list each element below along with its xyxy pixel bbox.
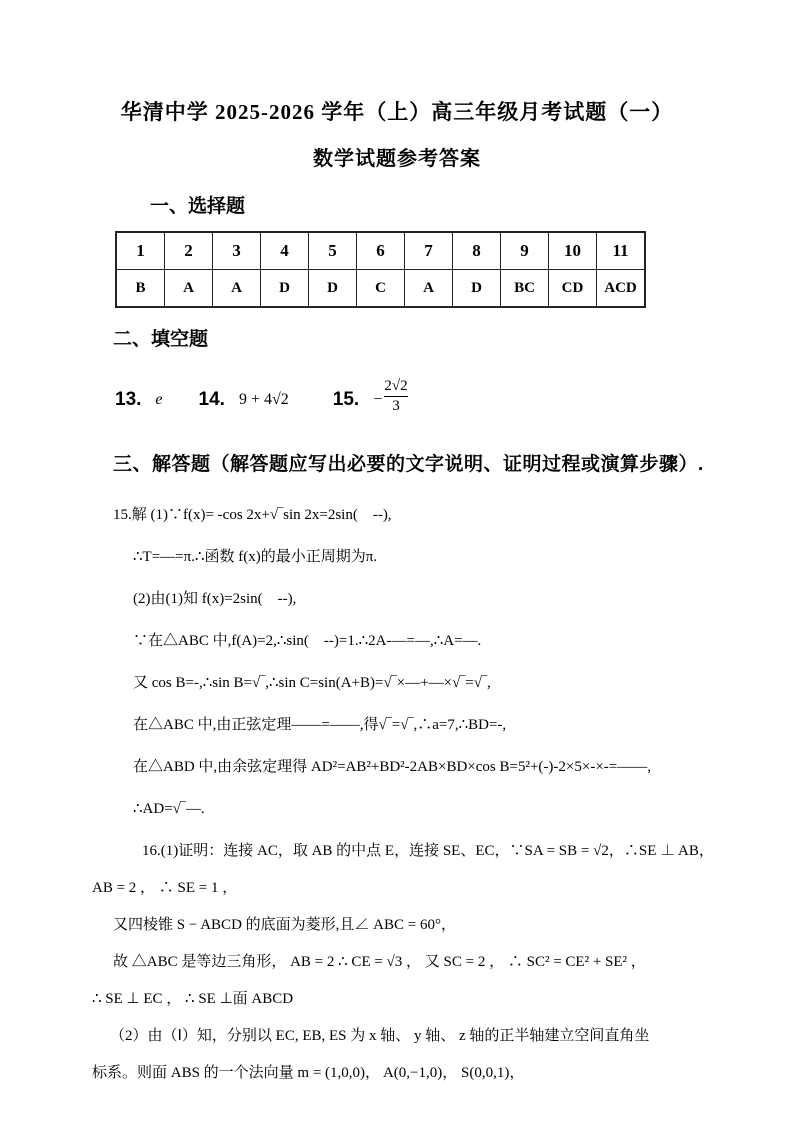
solution-line: （2）由（Ⅰ）知，分别以 EC, EB, ES 为 x 轴、 y 轴、 z 轴的正半轴建立空间直角坐 [110, 1028, 650, 1044]
section-heading-solutions: 三、解答题（解答题应写出必要的文字说明、证明过程或演算步骤）. [113, 454, 704, 475]
table-cell-answer: ACD [597, 270, 646, 308]
q15-answer-sign: − [373, 391, 383, 408]
solution-line: ∴AD=√‾—. [133, 801, 205, 817]
table-cell-answer: BC [501, 270, 549, 308]
fraction-numerator: 2√2 [384, 377, 408, 394]
solution-problem-15 [0, 501, 794, 823]
solution-line: ∵在△ABC 中,f(A)=2,∴sin( --)=1.∴2A-—=—,∴A=—. [133, 633, 482, 649]
solution-line: 在△ABD 中,由余弦定理得 AD²=AB²+BD²-2AB×BD×cos B=5²+(-)-2×5×-×-=——, [133, 759, 651, 775]
table-cell-number: 2 [165, 232, 213, 270]
solution-line: 又 cos B=-,∴sin B=√‾,∴sin C=sin(A+B)=√‾×—+—×√‾=√‾, [133, 675, 491, 691]
solution-line: 故 △ABC 是等边三角形， AB = 2 ∴ CE = √3 ， 又 SC = 2 ， ∴ SC² = CE² + SE² ， [113, 954, 646, 970]
table-cell-answer: CD [549, 270, 597, 308]
q15-label: 15. [332, 389, 360, 410]
table-cell-answer: D [453, 270, 501, 308]
q13-label: 13. [115, 389, 142, 410]
table-cell-answer: A [213, 270, 261, 308]
solution-line: ∴ SE ⊥ EC ， ∴ SE ⊥面 ABCD [92, 991, 294, 1007]
q14-answer: 9 + 4√2 [238, 391, 289, 408]
table-cell-number: 1 [116, 232, 165, 270]
table-cell-number: 8 [453, 232, 501, 270]
q14-label: 14. [198, 389, 225, 410]
page-title: 华清中学 2025-2026 学年（上）高三年级月考试题（一） [120, 100, 674, 124]
table-cell-answer: B [116, 270, 165, 308]
table-cell-number: 6 [357, 232, 405, 270]
table-cell-number: 10 [549, 232, 597, 270]
answer-table-answer-row [116, 270, 645, 308]
section-heading-blank: 二、填空题 [113, 329, 209, 350]
page-subtitle: 数学试题参考答案 [313, 148, 481, 170]
table-cell-answer: C [357, 270, 405, 308]
solution-line: 15.解 (1)∵f(x)= -cos 2x+√‾sin 2x=2sin( --), [113, 507, 392, 523]
solution-line: 又四棱锥 S − ABCD 的底面为菱形,且∠ ABC = 60°， [113, 917, 456, 933]
solution-line: ∴T=—=π.∴函数 f(x)的最小正周期为π. [133, 549, 378, 565]
solution-line: AB = 2 ， ∴ SE = 1 ， [92, 880, 238, 896]
table-cell-answer: D [309, 270, 357, 308]
table-cell-number: 5 [309, 232, 357, 270]
table-cell-answer: A [405, 270, 453, 308]
table-cell-number: 11 [597, 232, 646, 270]
fill-in-answers-row [115, 369, 794, 431]
answer-table [115, 231, 646, 308]
solution-line: 在△ABC 中,由正弦定理——=——,得√‾=√‾,∴a=7,∴BD=-, [133, 717, 507, 733]
section-heading-choice: 一、选择题 [150, 196, 246, 217]
table-cell-number: 7 [405, 232, 453, 270]
q15-answer-fraction [384, 377, 408, 416]
solution-line: (2)由(1)知 f(x)=2sin( --), [133, 591, 297, 607]
solution-problem-16 [0, 837, 794, 1087]
table-cell-number: 4 [261, 232, 309, 270]
fraction-denominator: 3 [384, 396, 408, 416]
solution-line: 16.(1)证明：连接 AC，取 AB 的中点 E，连接 SE、EC，∵SA = SB = √2，∴SE ⊥ AB， [142, 843, 714, 859]
answer-table-number-row [116, 232, 645, 270]
table-cell-answer: D [261, 270, 309, 308]
table-cell-number: 9 [501, 232, 549, 270]
table-cell-answer: A [165, 270, 213, 308]
solution-line: 标系。则面 ABS 的一个法向量 m = (1,0,0)， A(0,−1,0)， S(0,0,1)， [92, 1065, 525, 1081]
table-cell-number: 3 [213, 232, 261, 270]
q13-answer: e [155, 391, 163, 408]
